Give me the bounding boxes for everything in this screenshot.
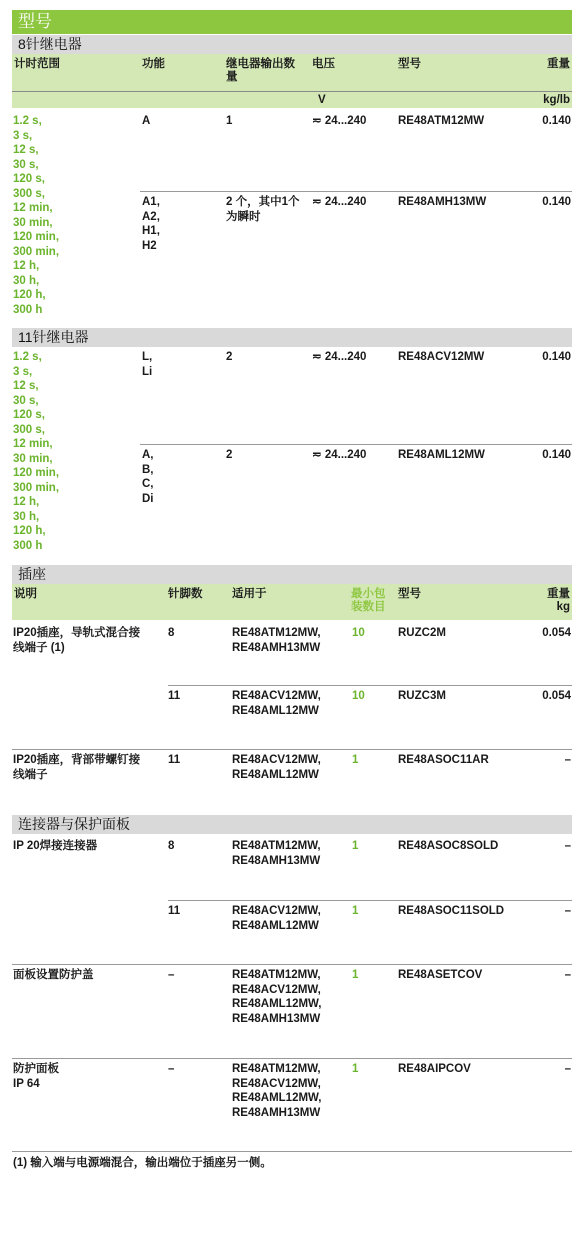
- applies-to-cell: RE48ACV12MW, RE48AML12MW: [232, 690, 321, 717]
- model-cell: RE48ATM12MW: [398, 115, 485, 127]
- pack-cell: 1: [352, 840, 359, 852]
- pins-cell: –: [168, 1063, 175, 1075]
- model-cell: RE48ASOC11SOLD: [398, 905, 505, 917]
- model-cell: RE48ASOC11AR: [398, 754, 489, 766]
- header-desc: 说明: [14, 588, 37, 600]
- function-cell: A, B, C, Di: [142, 449, 154, 505]
- weight-cell: 0.140: [542, 449, 571, 461]
- voltage-cell: ≂ 24...240: [312, 196, 367, 208]
- section-11pin-relays: 11针继电器: [12, 328, 572, 347]
- header-for: 适用于: [232, 588, 267, 600]
- pins-cell: –: [168, 969, 175, 981]
- desc-cell: 面板设置防护盖: [13, 969, 94, 981]
- header-outputs: 继电器输出数量: [226, 58, 295, 83]
- function-cell: L, Li: [142, 351, 153, 378]
- range-item: 120 s,: [13, 409, 45, 421]
- weight-cell: –: [564, 905, 571, 917]
- applies-to-cell: RE48ACV12MW, RE48AML12MW: [232, 905, 321, 932]
- section-connectors: 连接器与保护面板: [12, 815, 572, 834]
- row-divider: [12, 1058, 572, 1059]
- pack-cell: 1: [352, 969, 359, 981]
- applies-to-cell: RE48ATM12MW, RE48AMH13MW: [232, 627, 321, 654]
- applies-to-cell: RE48ACV12MW, RE48AML12MW: [232, 754, 321, 781]
- table-header: [12, 54, 572, 91]
- range-item: 12 h,: [13, 260, 40, 272]
- range-list-11pin: [13, 350, 59, 553]
- model-cell: RUZC3M: [398, 690, 446, 702]
- header-weight: 重量: [547, 58, 570, 70]
- header-function: 功能: [142, 58, 165, 70]
- range-item: 30 s,: [13, 158, 39, 171]
- unit-voltage: V: [318, 94, 326, 106]
- pins-cell: 8: [168, 840, 175, 852]
- range-list-8pin: [13, 114, 59, 317]
- ac-symbol-icon: ≂: [312, 351, 322, 363]
- row-divider: [140, 191, 572, 192]
- range-item: 120 min,: [13, 231, 60, 243]
- desc-cell: IP20插座，背部带螺钉接 线端子: [13, 754, 141, 781]
- range-item: 120 h,: [13, 289, 46, 301]
- ac-symbol-icon: ≂: [312, 449, 322, 461]
- voltage-cell: ≂ 24...240: [312, 449, 367, 461]
- model-cell: RE48ASETCOV: [398, 969, 483, 981]
- header-model: 型号: [398, 58, 421, 70]
- model-cell: RE48AIPCOV: [398, 1063, 471, 1075]
- applies-to-cell: RE48ATM12MW, RE48AMH13MW: [232, 840, 321, 867]
- row-divider: [140, 444, 572, 445]
- voltage-cell: ≂ 24...240: [312, 351, 367, 363]
- header-pack: 最小包 装数目: [351, 588, 386, 613]
- range-item: 12 min,: [13, 202, 53, 214]
- weight-cell: –: [564, 840, 571, 852]
- range-item: 30 min,: [13, 216, 53, 229]
- header-range: 计时范围: [14, 58, 60, 70]
- range-item: 12 s,: [13, 380, 39, 392]
- range-item: 30 h,: [13, 510, 40, 523]
- weight-cell: 0.140: [542, 196, 571, 208]
- header-model: 型号: [398, 588, 421, 600]
- desc-cell: IP 20焊接连接器: [13, 840, 98, 852]
- range-item: 3 s,: [13, 365, 33, 378]
- header-voltage: 电压: [312, 58, 335, 70]
- section-sockets: 插座: [12, 565, 572, 584]
- weight-cell: –: [564, 1063, 571, 1075]
- outputs-cell: 2: [226, 449, 233, 461]
- header-pins: 针脚数: [168, 588, 203, 600]
- pack-cell: 10: [352, 627, 365, 639]
- range-item: 3 s,: [13, 129, 33, 142]
- footnote-divider: [12, 1151, 572, 1152]
- range-item: 30 s,: [13, 394, 39, 407]
- pack-cell: 1: [352, 905, 359, 917]
- model-cell: RUZC2M: [398, 627, 446, 639]
- range-item: 1.2 s,: [13, 115, 42, 127]
- model-cell: RE48AMH13MW: [398, 196, 487, 208]
- weight-cell: 0.140: [542, 115, 571, 127]
- range-item: 300 h: [13, 539, 43, 552]
- weight-cell: 0.054: [542, 690, 571, 702]
- applies-to-cell: RE48ATM12MW, RE48ACV12MW, RE48AML12MW, RE48AMH13MW: [232, 969, 322, 1025]
- row-divider: [12, 964, 572, 965]
- model-cell: RE48ASOC8SOLD: [398, 840, 499, 852]
- outputs-cell: 2: [226, 351, 233, 363]
- weight-cell: 0.054: [542, 627, 571, 639]
- outputs-cell: 2 个，其中1个 为瞬时: [226, 196, 300, 223]
- weight-cell: –: [564, 754, 571, 766]
- range-item: 30 h,: [13, 274, 40, 287]
- function-cell: A1, A2, H1, H2: [142, 196, 160, 252]
- model-cell: RE48ACV12MW: [398, 351, 485, 363]
- pins-cell: 11: [168, 754, 181, 766]
- table-header: [12, 584, 572, 620]
- pack-cell: 1: [352, 1063, 359, 1075]
- row-divider: [168, 900, 572, 901]
- weight-cell: 0.140: [542, 351, 571, 363]
- ac-symbol-icon: ≂: [312, 196, 322, 208]
- units-row: [12, 91, 572, 108]
- desc-cell: IP20插座，导轨式混合接 线端子 (1): [13, 627, 141, 654]
- pack-cell: 1: [352, 754, 359, 766]
- footnote: (1) 输入端与电源端混合，输出端位于插座另一侧。: [13, 1157, 272, 1169]
- row-divider: [168, 685, 572, 686]
- row-divider: [12, 749, 572, 750]
- range-item: 30 min,: [13, 452, 53, 465]
- outputs-cell: 1: [226, 115, 233, 127]
- model-cell: RE48AML12MW: [398, 449, 485, 461]
- pins-cell: 11: [168, 690, 181, 702]
- range-item: 300 min,: [13, 245, 60, 258]
- applies-to-cell: RE48ATM12MW, RE48ACV12MW, RE48AML12MW, RE48AMH13MW: [232, 1063, 322, 1119]
- desc-cell: 防护面板 IP 64: [13, 1063, 59, 1090]
- pack-cell: 10: [352, 690, 365, 702]
- weight-cell: –: [564, 969, 571, 981]
- range-item: 12 s,: [13, 144, 39, 156]
- page-title: 型号: [12, 10, 572, 34]
- unit-weight: kg/lb: [543, 94, 570, 106]
- range-item: 120 min,: [13, 467, 60, 479]
- ac-symbol-icon: ≂: [312, 115, 322, 127]
- function-cell: A: [142, 115, 151, 127]
- range-item: 12 h,: [13, 496, 40, 508]
- header-weight: 重量 kg: [547, 588, 570, 613]
- range-item: 120 h,: [13, 525, 46, 537]
- pins-cell: 8: [168, 627, 175, 639]
- section-8pin-relays: 8针继电器: [12, 35, 572, 54]
- range-item: 12 min,: [13, 438, 53, 450]
- range-item: 300 h: [13, 303, 43, 316]
- voltage-cell: ≂ 24...240: [312, 115, 367, 127]
- range-item: 1.2 s,: [13, 351, 42, 363]
- range-item: 300 s,: [13, 187, 45, 200]
- range-item: 300 min,: [13, 481, 60, 494]
- pins-cell: 11: [168, 905, 181, 917]
- range-item: 300 s,: [13, 423, 45, 436]
- range-item: 120 s,: [13, 173, 45, 185]
